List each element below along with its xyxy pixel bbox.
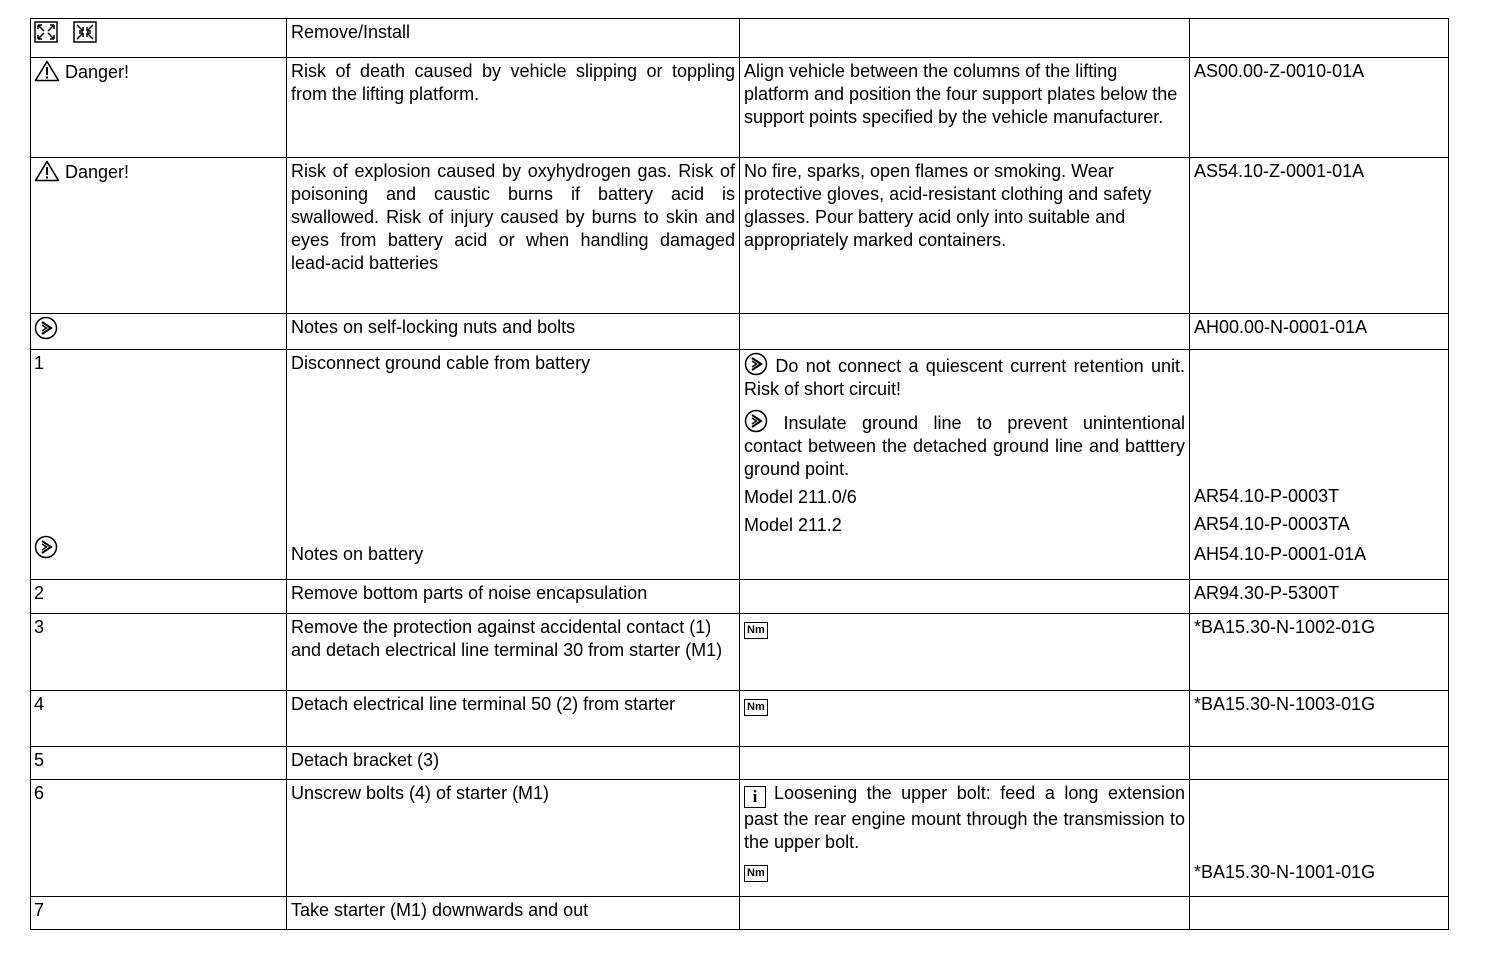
torque-icon[interactable]: Nm (744, 865, 768, 882)
torque-icon[interactable]: Nm (744, 622, 768, 639)
model-label: Model 211.0/6 (744, 487, 857, 507)
step-notes-cell (740, 780, 1190, 897)
document-reference[interactable]: *BA15.30-N-1002-01G (1190, 614, 1449, 691)
step-number: 2 (31, 580, 287, 614)
document-reference: AS54.10-Z-0001-01A (1190, 158, 1449, 314)
remove-icon (34, 23, 63, 43)
header-icons-cell (31, 19, 287, 58)
danger-label: Danger! (65, 162, 130, 182)
empty-cell (740, 897, 1190, 930)
header-empty-cell (740, 19, 1190, 58)
info-note-text: Loosening the upper bolt: feed a long extension past the rear engine mount through the transmission to the upper bolt. (744, 783, 1185, 852)
note-pointer-icon (744, 413, 783, 433)
empty-cell (740, 747, 1190, 780)
document-reference[interactable]: AH54.10-P-0001-01A (1194, 544, 1367, 564)
safety-measure-text: Align vehicle between the columns of the lifting platform and position the four support plates below the support points specified by the vehicle manufacturer. (740, 58, 1190, 158)
step-row (31, 580, 1449, 614)
hazard-text: Risk of death caused by vehicle slipping or toppling from the lifting platform. (287, 58, 740, 158)
step-description: Remove the protection against accidental contact (1) and detach electrical line terminal 30 from starter (M1) (287, 614, 740, 691)
caution-note (744, 409, 1185, 481)
step-description: Take starter (M1) downwards and out (287, 897, 740, 930)
model-label: Model 211.2 (744, 515, 842, 535)
document-reference[interactable]: AH00.00-N-0001-01A (1190, 314, 1449, 350)
step-description: Detach electrical line terminal 50 (2) from starter (287, 691, 740, 747)
procedure-table (30, 18, 1449, 930)
step-number: 6 (31, 780, 287, 897)
step-number: 7 (31, 897, 287, 930)
torque-cell (740, 691, 1190, 747)
step-number-cell (31, 350, 287, 580)
document-reference[interactable]: AR94.30-P-5300T (1190, 580, 1449, 614)
empty-cell (1190, 897, 1449, 930)
danger-label: Danger! (65, 62, 130, 82)
caution-note-text: Insulate ground line to prevent unintentional contact between the detached ground line and batttery ground point. (744, 413, 1185, 479)
danger-row (31, 58, 1449, 158)
step-row (31, 780, 1449, 897)
step-description-cell (287, 350, 740, 580)
notes-link[interactable]: Notes on self-locking nuts and bolts (287, 314, 740, 350)
notes-link[interactable]: Notes on battery (291, 544, 424, 564)
step-row (31, 614, 1449, 691)
torque-icon[interactable]: Nm (744, 699, 768, 716)
step-number: 1 (34, 353, 45, 373)
step-row (31, 350, 1449, 580)
notes-icon-cell (31, 314, 287, 350)
torque-cell (740, 614, 1190, 691)
notes-row (31, 314, 1449, 350)
safety-measure-text: No fire, sparks, open flames or smoking. Wear protective gloves, acid-resistant clothing and safety glasses. Pour battery acid only into suitable and appropriately marked containers. (740, 158, 1190, 314)
hazard-text: Risk of explosion caused by oxyhydrogen gas. Risk of poisoning and caustic burns if battery acid is swallowed. Risk of injury caused by burns to skin and eyes from battery acid or when handling damaged lead-acid batteries (287, 158, 740, 314)
warning-triangle-icon (34, 62, 65, 82)
document-reference[interactable]: *BA15.30-N-1001-01G (1194, 862, 1376, 882)
danger-row (31, 158, 1449, 314)
empty-cell (740, 580, 1190, 614)
step-number: 4 (31, 691, 287, 747)
step-row (31, 897, 1449, 930)
info-note (744, 782, 1185, 854)
document-reference[interactable]: AR54.10-P-0003TA (1194, 514, 1350, 534)
step-row (31, 691, 1449, 747)
step-description: Disconnect ground cable from battery (291, 353, 591, 373)
step-row (31, 747, 1449, 780)
step-reference-cell (1190, 780, 1449, 897)
danger-cell (31, 58, 287, 158)
document-reference: AS00.00-Z-0010-01A (1190, 58, 1449, 158)
step-notes-cell (740, 350, 1190, 580)
procedure-title: Remove/Install (287, 19, 740, 58)
document-reference[interactable]: *BA15.30-N-1003-01G (1190, 691, 1449, 747)
step-description: Detach bracket (3) (287, 747, 740, 780)
step-number: 5 (31, 747, 287, 780)
note-pointer-icon (744, 356, 775, 376)
empty-cell (740, 314, 1190, 350)
header-row (31, 19, 1449, 58)
note-pointer-icon (34, 320, 58, 340)
danger-cell (31, 158, 287, 314)
note-pointer-icon (34, 535, 58, 565)
step-description: Remove bottom parts of noise encapsulation (287, 580, 740, 614)
step-description: Unscrew bolts (4) of starter (M1) (287, 780, 740, 897)
document-reference[interactable]: AR54.10-P-0003T (1194, 486, 1340, 506)
caution-note (744, 352, 1185, 401)
step-number: 3 (31, 614, 287, 691)
install-icon (73, 23, 97, 43)
header-empty-cell (1190, 19, 1449, 58)
caution-note-text: Do not connect a quiescent current retention unit. Risk of short circuit! (744, 356, 1185, 399)
step-reference-cell (1190, 350, 1449, 580)
warning-triangle-icon (34, 162, 65, 182)
empty-cell (1190, 747, 1449, 780)
info-icon: i (744, 786, 766, 808)
